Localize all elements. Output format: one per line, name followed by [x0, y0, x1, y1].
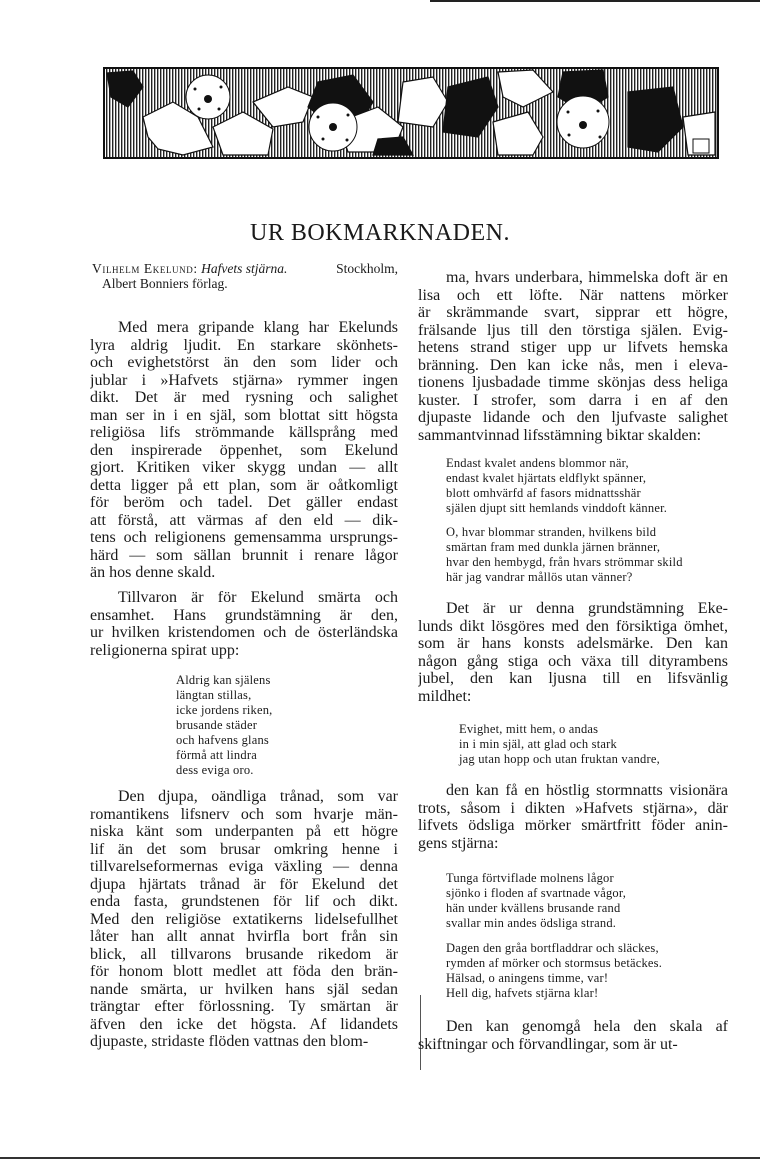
text-line: ur hvilken kristendomen och de österländska	[90, 624, 398, 641]
text-line: att förstå, att värmas af den eld — dik-	[90, 511, 398, 529]
page-edge-bottom	[0, 1157, 760, 1159]
text-line: lyra aldrig ljudit. En starkare skönhets-	[90, 336, 398, 354]
text-line: skiftningar och förvandlingar, som är ut-	[418, 1035, 678, 1053]
text-line: låter han allt annat hvirfla bort från sin	[90, 928, 398, 945]
poem-line: hvar den hembygd, från hvars strömmar skild	[446, 555, 683, 569]
text-line: gens stjärna:	[418, 834, 499, 852]
text-line: romantikens lifsnerv och som hvarje män-	[90, 805, 398, 823]
text-line: Den kan genomgå hela den skala af	[446, 1018, 728, 1035]
citation-publisher: Albert Bonniers förlag.	[102, 276, 228, 291]
text-line: äfven den icke det högsta. Af lidandets	[90, 1015, 398, 1033]
poem-stanza	[446, 456, 726, 516]
text-line: religiösa lifs strömmande källsprång med	[90, 424, 398, 441]
text-line: jublar i »Hafvets stjärna» rymmer ingen	[90, 371, 398, 389]
poem-line: och hafvens glans	[176, 733, 269, 747]
poem-line: rymden af mörker och stormsus betäckes.	[446, 956, 663, 970]
poem-line: Tunga förtviflade molnens lågor	[446, 871, 614, 885]
poem-stanza	[176, 673, 376, 778]
text-line: hetens strand stiger upp ur lifvets hemska	[418, 339, 728, 356]
text-line: mildhet:	[418, 687, 472, 705]
poem-line: endast kvalet hjärtats eldflykt spänner,	[446, 471, 647, 485]
text-line: någon gång stiga och växa till dityrambens	[418, 652, 728, 670]
text-line: trängtar efter förlossning. Ty smärtan är	[90, 998, 398, 1015]
text-line: än hos denne skald.	[90, 564, 216, 581]
poem-line: in i min själ, att glad och stark	[459, 737, 617, 751]
text-line: trots, såsom i dikten »Hafvets stjärna», där	[418, 799, 728, 817]
text-line: tillvarelseformernas eviga växling — denna	[90, 858, 398, 875]
paragraph	[418, 1018, 728, 1053]
citation-place: Stockholm,	[336, 261, 398, 276]
text-line: djupaste, stridaste flöden vattnas den blom-	[90, 1033, 369, 1050]
text-line: Den djupa, oändliga trånad, som var	[118, 788, 398, 805]
paragraph	[418, 782, 728, 852]
citation-author: Vilhelm Ekelund:	[92, 261, 198, 276]
poem-line: Evighet, mitt hem, o andas	[459, 722, 599, 736]
poem-line: jag utan hopp och utan fruktan vandre,	[459, 752, 660, 766]
text-line: lifvets ödsliga mörker smärtfritt föder anin-	[418, 817, 728, 834]
text-line: blick, all tillvarons brusande rikedom är	[90, 945, 398, 963]
poem-line: dess eviga oro.	[176, 763, 254, 777]
text-line: Med den religiöse extatikerns lidelsefullhet	[90, 910, 398, 928]
poem-line: Hell dig, hafvets stjärna klar!	[446, 986, 599, 1000]
poem-line: längtan stillas,	[176, 688, 252, 702]
text-line: man ser in i en själ, som blottat sitt högsta	[90, 406, 398, 424]
text-line: den inspirerade öppenhet, som Ekelund	[90, 441, 398, 459]
text-line: ma, hvars underbara, himmelska doft är en	[446, 269, 728, 286]
paragraph	[418, 600, 728, 705]
paragraph	[418, 269, 728, 444]
text-line: niska känt som underpanten på ett högre	[90, 823, 398, 840]
text-line: nande smärta, ur hvilken hans själ sedan	[90, 980, 398, 998]
text-line: kuster. I strofer, som darra i en af den	[418, 391, 728, 409]
poem-line: Aldrig kan själens	[176, 673, 271, 687]
text-line: djupaste lidande och den ljufvaste salighet	[418, 409, 728, 426]
text-line: frälsande ljus till den törstiga själen. Evig-	[418, 321, 728, 339]
floral-vine-ornament-icon	[103, 67, 719, 159]
text-line: tionens ljusbadade timme skönjas dess heliga	[418, 374, 728, 391]
text-line: sammantvinnad lifsstämning biktar skalden:	[418, 426, 702, 444]
text-line: Med mera gripande klang har Ekelunds	[118, 319, 398, 336]
text-line: gjort. Kritiken viker skygg undan — allt	[90, 459, 398, 476]
poem-line: Hälsad, o aningens timme, var!	[446, 971, 609, 985]
poem-line: Dagen den gråa bortfladdrar och släckes,	[446, 941, 659, 955]
poem-line: brusande städer	[176, 718, 258, 732]
paragraph	[90, 788, 398, 1051]
poem-line: förmå att lindra	[176, 748, 257, 762]
poem-line: Endast kvalet andens blommor när,	[446, 456, 629, 470]
text-line: dikt. Det är med rysning och salighet	[90, 389, 398, 406]
paragraph	[90, 319, 398, 582]
text-line: bränning. Den kan icke nås, men i eleva-	[418, 356, 728, 374]
poem-stanza	[446, 525, 726, 585]
text-line: för beröm och tadel. Det gäller endast	[90, 494, 398, 511]
text-line: ensamhet. Hans grundstämning är den,	[90, 606, 398, 624]
page-title: UR BOKMARKNADEN.	[249, 220, 510, 246]
poem-line: sjönko i floden af svartnade vågor,	[446, 886, 627, 900]
text-line: lunds dikt lösgöres med den försiktiga ömhet,	[418, 617, 728, 635]
text-line: är skrämmande svart, sipprar ett högre,	[418, 304, 728, 321]
text-line: Tillvaron är för Ekelund smärta och	[118, 589, 398, 606]
poem-line: O, hvar blommar stranden, hvilkens bild	[446, 525, 657, 539]
text-line: jubel, den kan ljusna till en lifsvänlig	[418, 670, 728, 687]
text-line: härd — som sällan brunnit i renare lågor	[90, 546, 398, 564]
poem-line: smärtan fram med dunkla järnen bränner,	[446, 540, 661, 554]
text-line: lif än det som brusar omkring henne i	[90, 840, 398, 858]
text-line: den kan få en höstlig stormnatts visionära	[446, 782, 728, 799]
text-line: som är hans konsts adelsmärke. Den kan	[418, 635, 728, 652]
citation-book-title: Hafvets stjärna.	[201, 261, 288, 276]
text-line: enda fasta, grundstenen för lif och dikt.	[90, 893, 398, 910]
book-citation	[92, 261, 398, 291]
text-line: djupa hjärtats trånad är för Ekelund det	[90, 875, 398, 893]
text-line: religionerna spirat upp:	[90, 641, 240, 659]
poem-stanza	[446, 871, 726, 931]
paragraph	[90, 589, 398, 659]
text-line: Det är ur denna grundstämning Eke-	[446, 600, 728, 617]
poem-line: svallar min andes ödsliga strand.	[446, 916, 617, 930]
poem-line: blott omhvärfd af fasors midnattsshär	[446, 486, 641, 500]
poem-line: själen djupt sitt hemlands vinddoft känner.	[446, 501, 668, 515]
poem-stanza	[459, 722, 729, 767]
poem-stanza	[446, 941, 726, 1001]
poem-line: hän under kvällens brusande rand	[446, 901, 621, 915]
text-line: detta ligger på ett plan, som är oåtkomligt	[90, 476, 398, 494]
page-edge-top	[430, 0, 760, 2]
text-line: tens och religionens gemensamma ursprungs-	[90, 529, 398, 546]
text-line: lisa och ett löfte. När nattens mörker	[418, 286, 728, 304]
poem-line: här jag vandrar mållös utan vänner?	[446, 570, 633, 584]
poem-line: icke jordens riken,	[176, 703, 273, 717]
text-line: och evighetstörst än den som lider och	[90, 354, 398, 371]
text-line: för honom blott medlet att föda den brän-	[90, 963, 398, 980]
